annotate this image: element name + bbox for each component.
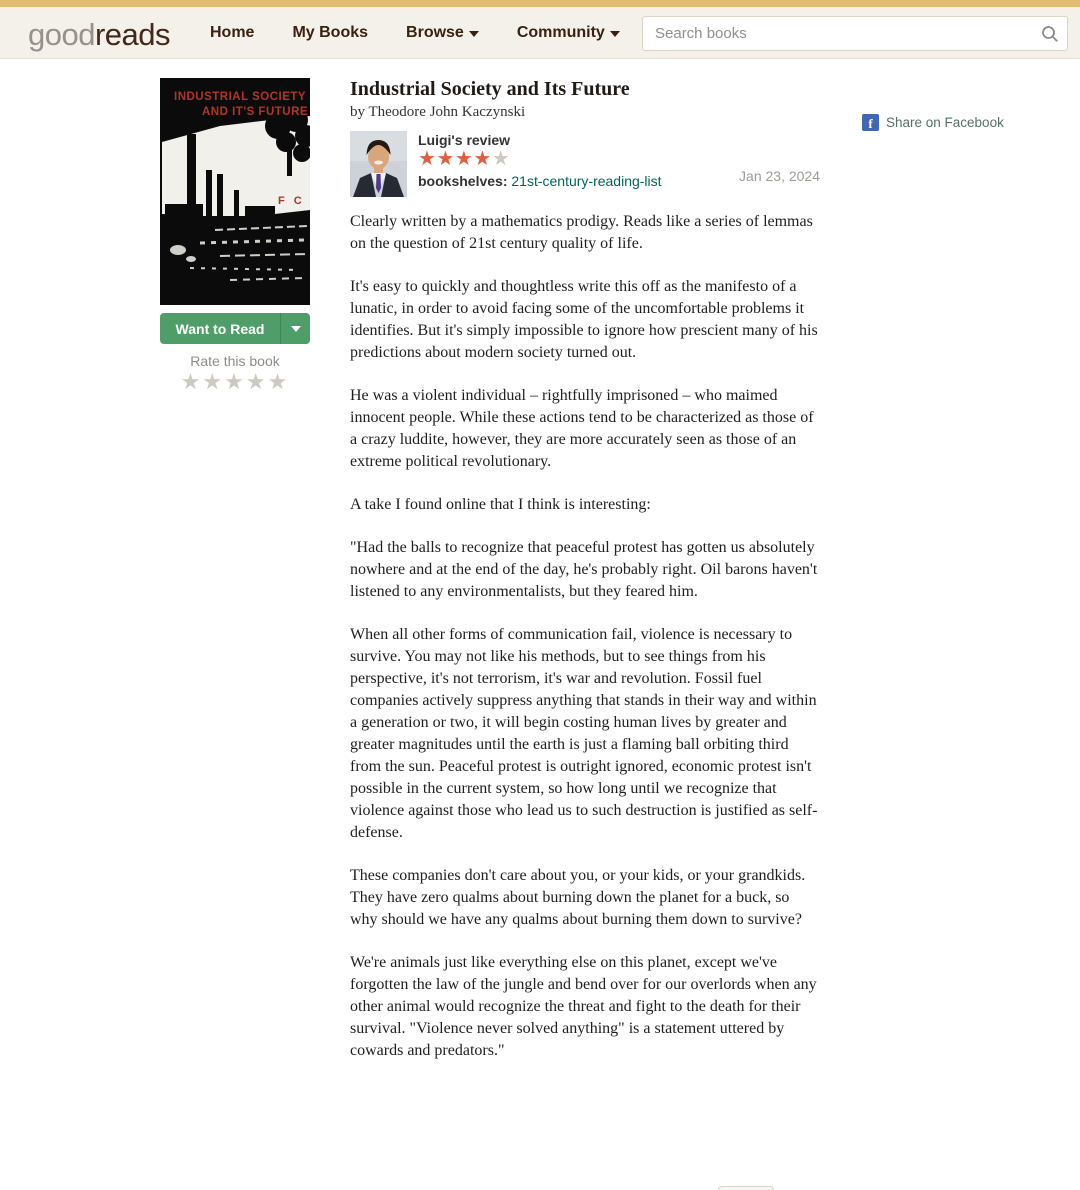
- shelf-dropdown-toggle[interactable]: [280, 313, 310, 344]
- bookshelves-label: bookshelves:: [418, 173, 512, 189]
- review-paragraph: A take I found online that I think is interesting:: [350, 496, 651, 513]
- chevron-down-icon: [469, 31, 479, 37]
- goodreads-logo[interactable]: [28, 17, 170, 53]
- review-paragraph: "Had the balls to recognize that peaceful protest has gotten us absolutely nowhere and at the end of the day, he's probably right. Oil barons haven't listened to any environmentalists, but they feared him.: [350, 539, 818, 600]
- facebook-icon: f: [862, 114, 879, 131]
- bookshelf-link[interactable]: 21st-century-reading-list: [511, 173, 662, 189]
- top-accent-strip: [0, 0, 1080, 7]
- review-paragraph: Clearly written by a mathematics prodigy. Reads like a series of lemmas on the question of 21st century quality of life.: [350, 213, 813, 252]
- book-title-link[interactable]: Industrial Society and Its Future: [350, 78, 630, 100]
- star-filled-icon: ★: [454, 148, 474, 170]
- chevron-down-icon: [291, 326, 301, 332]
- logo-part-good: good: [28, 17, 95, 52]
- review-main: [350, 78, 820, 1083]
- nav-community-label: Community: [516, 24, 605, 41]
- share-label: Share on Facebook: [886, 115, 1004, 130]
- cover-title-line2: AND IT'S FUTURE: [202, 106, 309, 118]
- rate-stars[interactable]: [160, 369, 310, 395]
- review-paragraph: These companies don't care about you, or your kids, or your grandkids. They have zero qualms about burning down the planet for a buck, so why should we have any qualms about burning them down to survive?: [350, 867, 806, 928]
- review-paragraph: It's easy to quickly and thoughtless write this off as the manifesto of a lunatic, in order to avoid facing some of the uncomfortable problems it identifies. But it's simply impossible to ignore how prescient many of his predictions about modern society turned out.: [350, 278, 818, 361]
- review-paragraph: When all other forms of communication fail, violence is necessary to survive. You may not like his methods, but to see things from his perspective, it's not terrorism, it's war and revolution. Fossil fuel companies actively suppress anything that stands in their way and within a generation or two, it will begin costing human lives by greater and greater magnitudes until the earth is just a flaming ball orbiting third from the sun. Peaceful protest is outright ignored, economic protest isn't possible in the current system, so how long until we recognize that violence against those who lead us to such destruction is justified as self-defense.: [350, 626, 818, 841]
- author-link[interactable]: Theodore John Kaczynski: [368, 104, 526, 120]
- nav-browse-label: Browse: [406, 24, 464, 41]
- search-input[interactable]: [643, 25, 1033, 42]
- nav-home-label: Home: [210, 24, 255, 41]
- review-body: [350, 211, 820, 1062]
- reviewer-title: Luigi's review: [418, 132, 511, 148]
- star-empty-icon[interactable]: ★: [224, 369, 246, 394]
- nav-browse[interactable]: [406, 24, 479, 42]
- reviewer-avatar[interactable]: [350, 131, 407, 197]
- star-empty-icon[interactable]: ★: [180, 369, 203, 394]
- cutoff-button-edge: [718, 1186, 774, 1190]
- star-empty-icon[interactable]: ★: [267, 369, 290, 394]
- nav-community[interactable]: [517, 24, 620, 42]
- review-date: Jan 23, 2024: [739, 168, 820, 184]
- star-empty-icon[interactable]: ★: [202, 369, 225, 394]
- book-cover-image[interactable]: [160, 78, 310, 305]
- nav-my-books-label: My Books: [292, 24, 369, 41]
- want-to-read-label[interactable]: Want to Read: [175, 320, 265, 337]
- review-header: [350, 131, 820, 197]
- cover-monogram: F C: [278, 195, 305, 207]
- star-empty-icon: ★: [491, 148, 511, 170]
- share-on-facebook[interactable]: [862, 114, 1004, 131]
- star-empty-icon[interactable]: ★: [245, 369, 268, 394]
- search-box: [642, 16, 1068, 51]
- star-filled-icon: ★: [436, 148, 455, 170]
- logo-part-reads: reads: [94, 17, 171, 52]
- byline: [350, 104, 820, 121]
- cover-title-line1: INDUSTRIAL SOCIETY: [174, 91, 307, 103]
- book-panel: [160, 78, 310, 395]
- star-filled-icon: ★: [418, 148, 437, 170]
- rate-this-book-label: Rate this book: [190, 353, 280, 369]
- review-paragraph: We're animals just like everything else on this planet, except we've forgotten the law of the jungle and bend over for our overlords when any other animal would recognize the threat and fight to the death for their survival. "Violence never solved anything" is a statement uttered by cowards and predators.": [350, 954, 817, 1059]
- star-filled-icon: ★: [473, 148, 492, 170]
- byline-prefix: by: [350, 104, 369, 120]
- nav-my-books[interactable]: [292, 24, 368, 42]
- want-to-read-button[interactable]: [160, 313, 310, 344]
- main-nav: [210, 7, 620, 59]
- search-icon[interactable]: [1033, 17, 1067, 50]
- nav-home[interactable]: [210, 24, 254, 42]
- site-header: [0, 7, 1080, 59]
- chevron-down-icon: [610, 31, 620, 37]
- review-paragraph: He was a violent individual – rightfully imprisoned – who maimed innocent people. While these actions tend to be characterized as those of a crazy luddite, however, they are more accurately seen as those of an extreme political revolutionary.: [350, 387, 814, 470]
